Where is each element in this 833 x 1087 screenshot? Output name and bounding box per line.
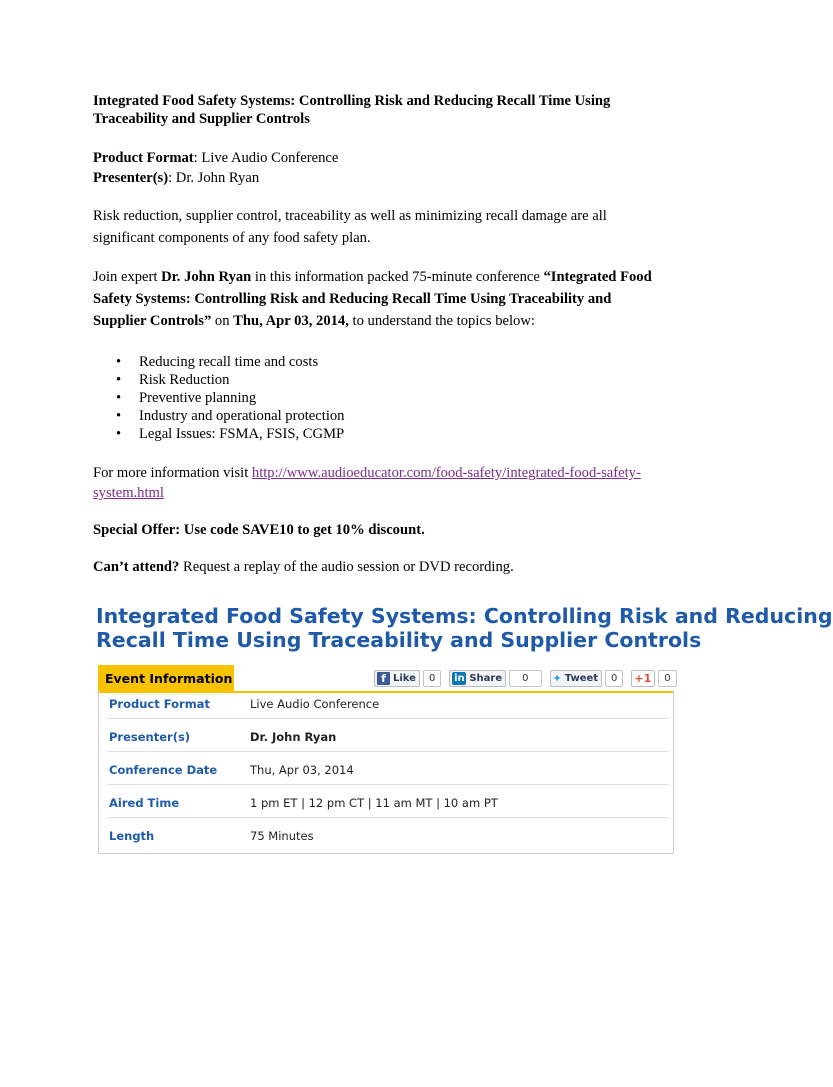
linkedin-share-button[interactable] bbox=[449, 670, 506, 687]
more-info-link[interactable]: http://www.audioeducator.com/food-safety/integrated-food-safety-system.html bbox=[93, 465, 641, 501]
google-plus-icon: +1 bbox=[634, 672, 652, 685]
share-label: Share bbox=[469, 673, 503, 684]
row-value: Dr. John Ryan bbox=[250, 730, 337, 744]
row-label: Conference Date bbox=[109, 763, 218, 777]
tweet-button[interactable] bbox=[550, 670, 603, 687]
list-item: • Reducing recall time and costs bbox=[139, 353, 663, 371]
screenshot-title-line2: Recall Time Using Traceability and Supplier Controls bbox=[96, 628, 702, 652]
row-label: Aired Time bbox=[109, 796, 180, 810]
topics-list bbox=[93, 353, 663, 443]
row-label: Presenter(s) bbox=[109, 730, 191, 744]
row-value: Live Audio Conference bbox=[250, 697, 380, 711]
table-row bbox=[109, 759, 669, 781]
presenter-label: Presenter(s) bbox=[93, 170, 169, 186]
special-offer-text: Special Offer: Use code SAVE10 to get 10% discount. bbox=[93, 522, 425, 538]
facebook-icon: f bbox=[377, 672, 390, 685]
gplus-count: 0 bbox=[658, 670, 676, 687]
presenter-value: : Dr. John Ryan bbox=[168, 170, 260, 186]
twitter-bird-icon: ✦ bbox=[552, 672, 562, 685]
more-info-paragraph bbox=[93, 463, 663, 503]
document-body bbox=[93, 92, 663, 577]
row-value: Thu, Apr 03, 2014 bbox=[250, 763, 354, 777]
join-paragraph bbox=[93, 266, 663, 332]
table-row bbox=[109, 792, 669, 814]
cant-attend-label: Can’t attend? bbox=[93, 559, 180, 575]
tweet-count: 0 bbox=[605, 670, 623, 687]
cant-attend-text: Request a replay of the audio session or DVD recording. bbox=[179, 559, 514, 575]
like-label: Like bbox=[393, 673, 416, 684]
document-title: Integrated Food Safety Systems: Controlling Risk and Reducing Recall Time Using Traceability and Supplier Controls bbox=[93, 93, 611, 127]
join-date: Thu, Apr 03, 2014, bbox=[233, 313, 349, 329]
screenshot-title bbox=[96, 604, 833, 656]
row-label: Product Format bbox=[109, 697, 210, 711]
event-screenshot bbox=[96, 604, 833, 856]
row-value: 75 Minutes bbox=[250, 829, 314, 843]
row-divider bbox=[107, 817, 669, 818]
table-row bbox=[109, 825, 669, 847]
share-count: 0 bbox=[509, 670, 541, 687]
product-format-line bbox=[93, 148, 663, 168]
social-bar bbox=[374, 670, 685, 687]
presenter-line bbox=[93, 168, 663, 188]
join-text-2: in this information packed 75-minute conference bbox=[251, 269, 544, 285]
intro-paragraph: Risk reduction, supplier control, traceability as well as minimizing recall damage are all significant components of any food safety plan. bbox=[93, 208, 607, 246]
row-divider bbox=[107, 784, 669, 785]
join-conference-title: “Integrated Food Safety Systems: Controlling Risk and Reducing Recall Time Using Traceability and Supplier Controls” bbox=[93, 269, 652, 329]
tweet-label: Tweet bbox=[564, 673, 599, 684]
join-presenter: Dr. John Ryan bbox=[161, 269, 252, 285]
list-item: • Industry and operational protection bbox=[139, 407, 663, 425]
event-information-tab[interactable]: Event Information bbox=[98, 665, 234, 693]
row-value: 1 pm ET | 12 pm CT | 11 am MT | 10 am PT bbox=[250, 796, 498, 810]
linkedin-icon: in bbox=[454, 673, 465, 684]
event-info-table bbox=[98, 691, 674, 854]
product-format-label: Product Format bbox=[93, 150, 194, 166]
list-item: • Preventive planning bbox=[139, 389, 663, 407]
product-format-value: : Live Audio Conference bbox=[193, 150, 339, 166]
more-info-text: For more information visit bbox=[93, 465, 252, 481]
screenshot-title-line1: Integrated Food Safety Systems: Controlling Risk and Reducing bbox=[96, 604, 833, 628]
list-item: • Risk Reduction bbox=[139, 371, 663, 389]
join-text-3: on bbox=[211, 313, 234, 329]
row-divider bbox=[107, 751, 669, 752]
table-row bbox=[109, 726, 669, 748]
list-item: • Legal Issues: FSMA, FSIS, CGMP bbox=[139, 425, 663, 443]
like-count: 0 bbox=[423, 670, 441, 687]
row-divider bbox=[107, 718, 669, 719]
join-text-1: Join expert bbox=[93, 269, 162, 285]
special-offer bbox=[93, 520, 663, 540]
cant-attend-paragraph bbox=[93, 557, 663, 577]
row-label: Length bbox=[109, 829, 155, 843]
google-plus-button[interactable] bbox=[631, 670, 655, 687]
join-text-4: to understand the topics below: bbox=[348, 313, 535, 329]
facebook-like-button[interactable] bbox=[374, 670, 420, 687]
table-row bbox=[109, 693, 669, 715]
